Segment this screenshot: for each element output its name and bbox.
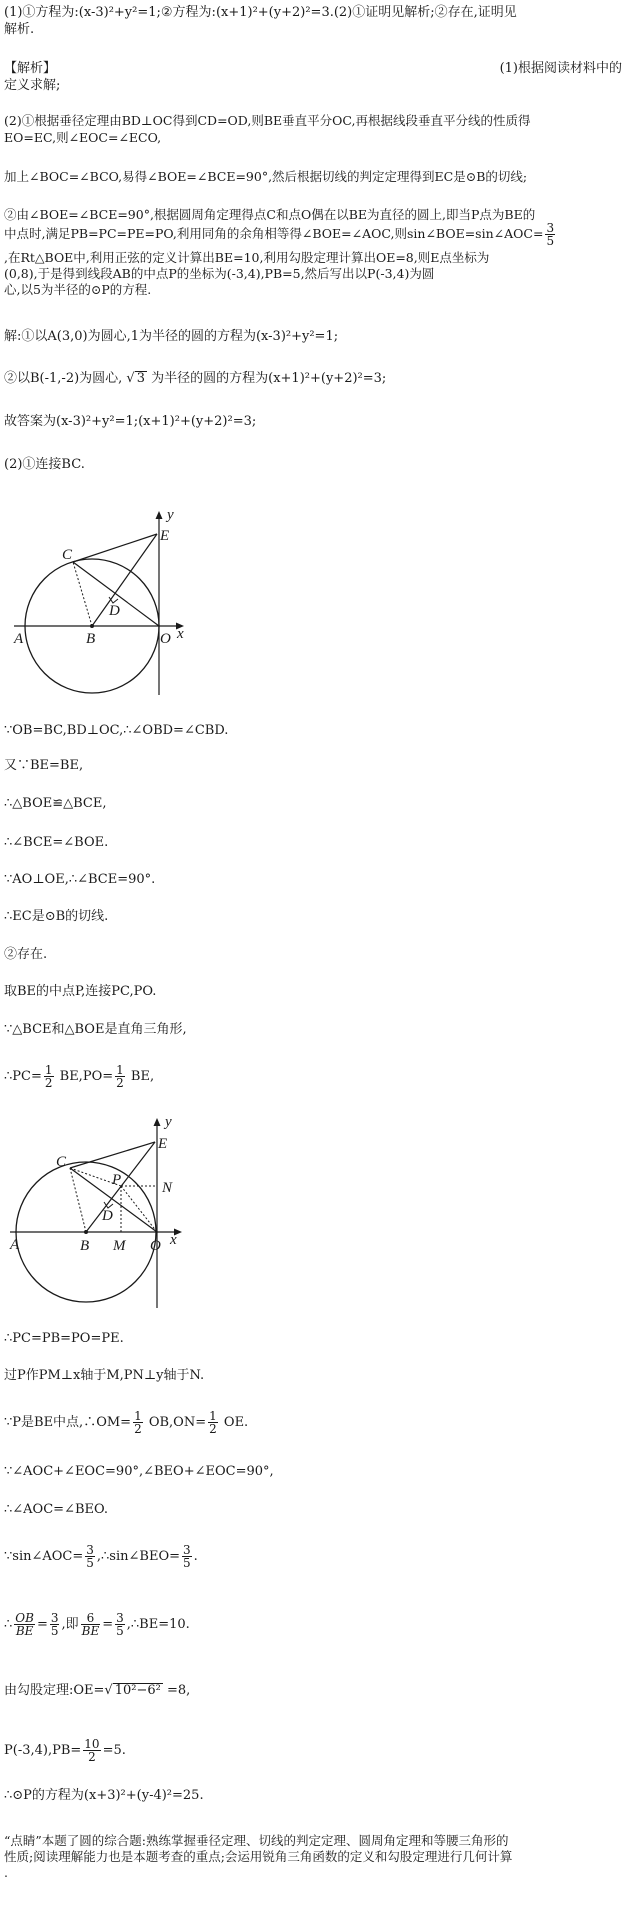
proof1-pc: ∴PC= [4,1069,42,1084]
analysis-p2-line1: (2)①根据垂径定理由BD⊥OC得到CD=OD,则BE垂直平分OC,再根据线段垂直平分线的性质得 [4,113,531,128]
sqrt-expression: 10²−6² [114,1683,161,1698]
answer-line-2: 解析. [4,22,35,37]
geometry-figure-1 [0,505,200,705]
proof2-l7b: = [36,1617,48,1632]
comment-line-2: 性质;阅读理解能力也是本题考查的重点;会运用锐角三角函数的定义和勾股定理进行几何计算 [4,1849,513,1864]
proof2-line-5: ∴∠AOC=∠BEO. [4,1502,109,1517]
fig2-label-B: B [80,1238,90,1254]
fraction-1-2: $\frac{1}{2}$ [116,1063,124,1090]
proof1-line-10 [4,1064,624,1089]
proof2-l7c: ,即 [61,1617,79,1632]
proof2-l9b: =5. [102,1743,126,1758]
solution-line-1: 解:①以A(3,0)为圆心,1为半径的圆的方程为(x-3)²+y²=1; [4,329,339,344]
proof2-line-4: ∵∠AOC+∠EOC=90°,∠BEO+∠EOC=90°, [4,1464,274,1479]
proof1-line-8: 取BE的中点P,连接PC,PO. [4,984,157,999]
fig1-label-D: D [109,603,120,619]
analysis-part1: (1)根据阅读材料中的 [499,61,622,76]
solution-line-4: (2)①连接BC. [4,457,85,472]
fraction-ob-be: $\frac{OB}{BE}$ [15,1611,34,1638]
proof1-line-4: ∴∠BCE=∠BOE. [4,835,109,850]
fig2-label-A: A [10,1237,20,1253]
fig2-label-y: y [165,1114,172,1130]
fraction-1-2: $\frac{1}{2}$ [209,1409,217,1436]
solution-line-3: 故答案为(x-3)²+y²=1;(x+1)²+(y+2)²=3; [4,414,257,429]
proof2-l7d: = [102,1617,114,1632]
proof2-l8b: =8, [167,1683,191,1698]
proof2-l9a: P(-3,4),PB= [4,1743,82,1758]
analysis-p4-text: 中点时,满足PB=PC=PE=PO,利用同角的余角相等得∠BOE=∠AOC,则sin∠BOE=sin∠AOC= [4,226,544,241]
comment-line-1: “点睛”本题了圆的综合题:熟练掌握垂径定理、切线的判定定理、圆周角定理和等腰三角形的 [4,1833,509,1848]
proof2-l6b: ,∴sin∠BEO= [96,1549,180,1564]
analysis-p4-line1: ②由∠BOE=∠BCE=90°,根据圆周角定理得点C和点O偶在以BE为直径的圆上,即当P点为BE的 [4,207,536,222]
proof2-l7a: ∴ [4,1617,13,1632]
fig2-label-E: E [158,1136,168,1152]
proof1-be: BE, [130,1069,155,1084]
fig2-label-P: P [112,1172,122,1188]
fig2-label-M: M [113,1238,126,1254]
fig2-label-N: N [162,1180,173,1196]
proof1-line-6: ∴EC是⊙B的切线. [4,909,109,924]
fraction-3-5: $\frac{3}{5}$ [50,1611,59,1638]
fig2-label-C: C [56,1154,67,1170]
solution-line-2-b: 为半径的圆的方程为(x+1)²+(y+2)²=3; [151,371,387,386]
proof2-l3c: OE. [223,1415,249,1430]
fraction-3-5: $\frac{3}{5}$ [116,1611,124,1638]
proof2-l3b: OB,ON= [148,1415,207,1430]
proof2-line-2: 过P作PM⊥x轴于M,PN⊥y轴于N. [4,1368,205,1383]
fraction-3-5: $\frac{3}{5}$ [183,1543,191,1570]
analysis-p4-line3: ,在Rt△BOE中,利用正弦的定义计算出BE=10,利用勾股定理计算出OE=8,则E点坐标为 [4,250,490,265]
analysis-part1-cont: 定义求解; [4,78,61,93]
analysis-p4-line5: 心,以5为半径的⊙P的方程. [4,282,152,297]
fraction-6-be: $\frac{6}{BE}$ [81,1611,100,1638]
fig1-label-C: C [62,547,73,563]
proof2-line-6 [4,1544,624,1569]
solution-line-2: ②以B(-1,-2)为圆心, √ 3 为半径的圆的方程为(x+1)²+(y+2)²=3; [4,371,387,386]
fig2-label-D: D [102,1208,113,1224]
proof2-line-3 [4,1410,624,1435]
fraction-1-2: $\frac{1}{2}$ [134,1409,142,1436]
proof1-line-7: ②存在. [4,947,48,962]
proof2-line-10: ∴⊙P的方程为(x+3)²+(y-4)²=25. [4,1788,204,1803]
proof1-line-5: ∵AO⊥OE,∴∠BCE=90°. [4,872,156,887]
answer-line-1: (1)①方程为:(x-3)²+y²=1;②方程为:(x+1)²+(y+2)²=3.(2)①证明见解析;②存在,证明见 [4,5,517,20]
analysis-p4-line4: (0,8),于是得到线段AB的中点P的坐标为(-3,4),PB=5,然后写出以P(-3,4)为圆 [4,266,435,281]
solution-line-2-a: ②以B(-1,-2)为圆心, [4,371,123,386]
proof2-line-7 [4,1612,624,1637]
proof2-l8a: 由勾股定理:OE= [4,1683,105,1698]
proof1-line-9: ∵△BCE和△BOE是直角三角形, [4,1022,187,1037]
proof1-po: BE,PO= [59,1069,114,1084]
analysis-header: 【解析】 [4,61,57,76]
proof2-line-9 [4,1738,624,1763]
fraction-3-5: $\frac{3}{5}$ [546,221,555,248]
proof2-l6a: ∵sin∠AOC= [4,1549,84,1564]
fig2-label-x: x [170,1232,177,1248]
geometry-figure-2 [0,1112,200,1312]
comment-line-3: . [4,1865,8,1880]
fig1-label-B: B [86,631,96,647]
proof2-line-1: ∴PC=PB=PO=PE. [4,1331,124,1346]
analysis-p2-line2: EO=EC,则∠EOC=∠ECO, [4,130,162,145]
analysis-p4-line2 [4,222,624,247]
fig1-label-y: y [167,507,174,523]
proof1-line-1: ∵OB=BC,BD⊥OC,∴∠OBD=∠CBD. [4,723,229,738]
fig1-label-O: O [160,631,171,647]
proof2-line-8: 由勾股定理:OE=√ 10²−6² =8, [4,1683,191,1698]
sqrt-3: 3 [136,371,145,386]
fraction-10-2: $\frac{10}{2}$ [84,1737,100,1764]
fig1-label-x: x [177,626,184,642]
proof1-line-3: ∴△BOE≌△BCE, [4,796,107,811]
proof2-l6c: . [193,1549,198,1564]
fig2-label-O: O [150,1238,161,1254]
fig1-label-A: A [14,631,24,647]
fig1-label-E: E [160,528,170,544]
proof2-l7e: ,∴BE=10. [126,1617,190,1632]
proof2-l3a: ∵P是BE中点,∴OM= [4,1415,132,1430]
analysis-p3: 加上∠BOC=∠BCO,易得∠BOE=∠BCE=90°,然后根据切线的判定定理得到EC是⊙B的切线; [4,169,528,184]
proof1-line-2: 又∵BE=BE, [4,758,84,773]
fraction-1-2: $\frac{1}{2}$ [44,1063,53,1090]
fraction-3-5: $\frac{3}{5}$ [86,1543,94,1570]
